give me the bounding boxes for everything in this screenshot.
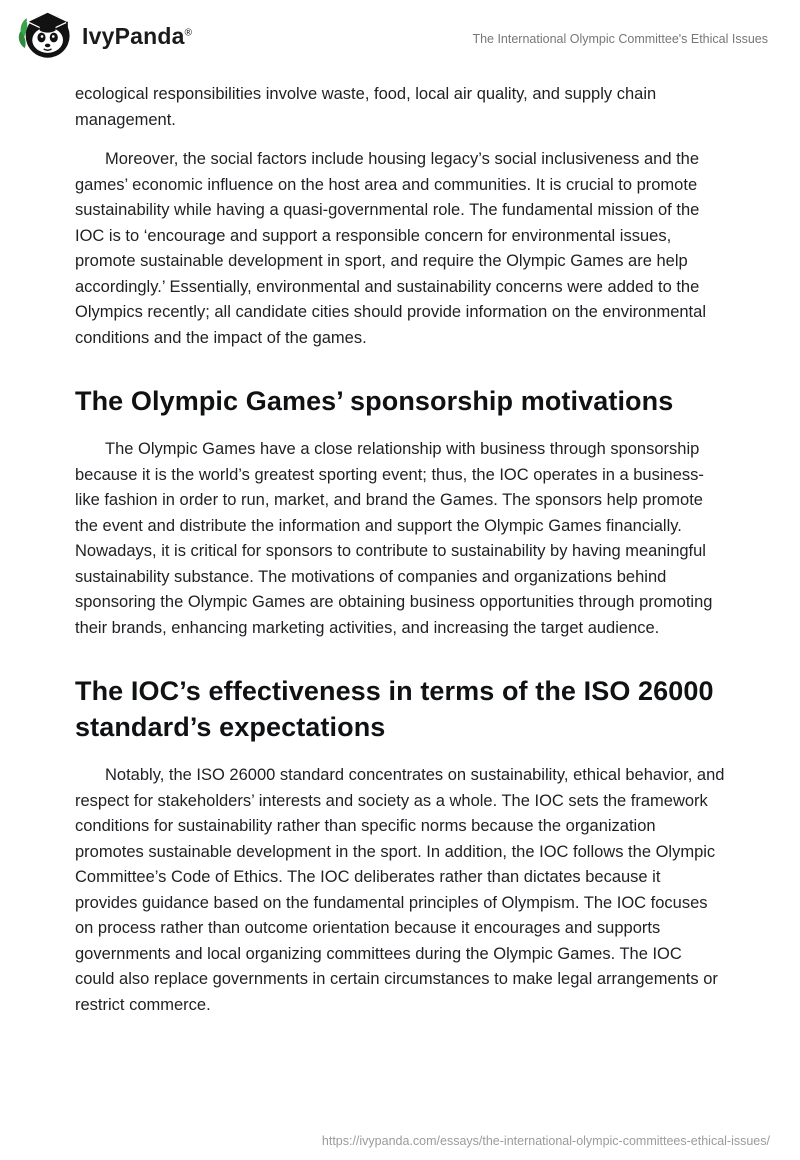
paragraph-iso: Notably, the ISO 26000 standard concentrates on sustainability, ethical behavior, and respect for stakeholders’ interests and society as a whole. The IOC sets the framework conditions for sustainability rather than specific norms because the organization promotes sustainable development in the sport. In addition, the IOC follows the Olympic Committee’s Code of Ethics. The IOC deliberates rather than dictates because it provides guidance based on the fundamental principles of Olympism. The IOC focuses on process rather than outcome orientation because it encourages and supports governments and local organizing committees during the Olympic Games. The IOC could also replace governments in certain circumstances to make legal arrangements or restrict commerce.	[75, 766, 725, 1014]
page-header	[0, 0, 800, 62]
paragraph-social-factors: Moreover, the social factors include housing legacy’s social inclusiveness and the games’ economic influence on the host area and communities. It is crucial to promote sustainability while having a quasi-governmental role. The fundamental mission of the IOC is to ‘encourage and support a responsible concern for environmental issues, promote sustainable development in sport, and require the Olympic Games are help accordingly.’ Essentially, environmental and sustainability concerns were added to the Olympics recently; all candidate cities should provide information on the environmental conditions and the impact of the games.	[75, 150, 706, 347]
brand-area	[16, 6, 192, 67]
document-body	[0, 62, 800, 1018]
footer-url: https://ivypanda.com/essays/the-international-olympic-committees-ethical-issues/	[321, 1134, 770, 1148]
section-heading-sponsorship: The Olympic Games’ sponsorship motivations	[75, 386, 674, 416]
brand-name: IvyPanda®	[82, 22, 193, 49]
registered-mark: ®	[184, 26, 193, 38]
paragraph-intro-continuation: ecological responsibilities involve waste, food, local air quality, and supply chain management.	[75, 85, 657, 129]
section-heading-iso: The IOC’s effectiveness in terms of the ISO 26000 standard’s expectations	[75, 676, 714, 742]
document-title: The International Olympic Committee's Ethical Issues	[472, 32, 768, 46]
ivypanda-logo-icon	[16, 6, 74, 67]
paragraph-sponsorship: The Olympic Games have a close relationship with business through sponsorship because it is the world’s greatest sporting event; thus, the IOC operates in a business-like fashion in order to run, market, and brand the Games. The sponsors help promote the event and distribute the information and support the Olympic Games financially. Nowadays, it is critical for sponsors to contribute to sustainability by having meaningful sustainability substance. The motivations of companies and organizations behind sponsoring the Olympic Games are obtaining business opportunities through promoting their brands, enhancing marketing activities, and increasing the target audience.	[75, 440, 713, 637]
